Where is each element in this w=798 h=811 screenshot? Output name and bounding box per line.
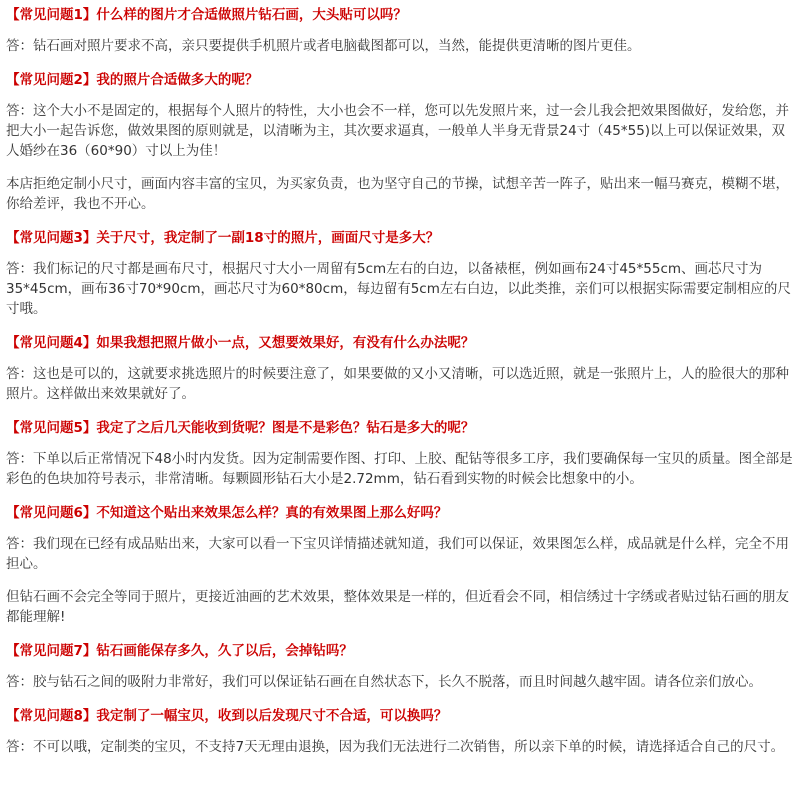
faq-question-text: 钻石画能保存多久，久了以后，会掉钻吗？ xyxy=(96,643,353,659)
faq-question-tag: 【常见问题2】 xyxy=(6,72,97,88)
faq-item-2 xyxy=(6,69,794,214)
faq-question-text: 关于尺寸，我定制了一副18寸的照片，画面尺寸是多大？ xyxy=(96,230,440,246)
faq-question xyxy=(6,417,794,439)
faq-list xyxy=(6,4,794,757)
faq-question xyxy=(6,332,794,354)
faq-question xyxy=(6,502,794,524)
faq-question-tag: 【常见问题5】 xyxy=(6,420,97,436)
faq-question xyxy=(6,4,794,26)
faq-answer: 答：胶与钻石之间的吸附力非常好，我们可以保证钻石画在自然状态下，长久不脱落，而且时间越久越牢固。请各位亲们放心。 xyxy=(6,674,762,690)
faq-item-3 xyxy=(6,227,794,319)
faq-question-tag: 【常见问题3】 xyxy=(6,230,97,246)
faq-item-1 xyxy=(6,4,794,56)
faq-item-7 xyxy=(6,640,794,692)
faq-question xyxy=(6,640,794,662)
faq-question xyxy=(6,69,794,91)
faq-answer: 答：我们现在已经有成品贴出来，大家可以看一下宝贝详情描述就知道，我们可以保证，效果图怎么样，成品就是什么样，完全不用担心。 xyxy=(6,536,789,572)
faq-question-tag: 【常见问题1】 xyxy=(6,7,97,23)
faq-question-text: 不知道这个贴出来效果怎么样？真的有效果图上那么好吗？ xyxy=(96,505,448,521)
faq-question-tag: 【常见问题8】 xyxy=(6,708,97,724)
faq-answer-note: 本店拒绝定制小尺寸，画面内容丰富的宝贝，为买家负责，也为坚守自己的节操，试想辛苦一阵子，贴出来一幅马赛克，模糊不堪，你给差评，我也不开心。 xyxy=(6,176,789,212)
faq-item-8 xyxy=(6,705,794,757)
faq-question xyxy=(6,227,794,249)
faq-question-text: 我定了之后几天能收到货呢？图是不是彩色？钻石是多大的呢？ xyxy=(96,420,475,436)
faq-answer: 答：不可以哦，定制类的宝贝，不支持7天无理由退换，因为我们无法进行二次销售，所以亲下单的时候，请选择适合自己的尺寸。 xyxy=(6,739,785,755)
faq-question-tag: 【常见问题7】 xyxy=(6,643,97,659)
faq-question-text: 如果我想把照片做小一点，又想要效果好，有没有什么办法呢？ xyxy=(96,335,475,351)
faq-answer: 答：钻石画对照片要求不高，亲只要提供手机照片或者电脑截图都可以，当然，能提供更清晰的图片更佳。 xyxy=(6,38,641,54)
faq-question-text: 我的照片合适做多大的呢？ xyxy=(96,72,259,88)
faq-question-tag: 【常见问题6】 xyxy=(6,505,97,521)
faq-question xyxy=(6,705,794,727)
faq-question-text: 我定制了一幅宝贝，收到以后发现尺寸不合适，可以换吗？ xyxy=(96,708,448,724)
faq-answer: 答：我们标记的尺寸都是画布尺寸，根据尺寸大小一周留有5cm左右的白边，以备裱框，例如画布24寸45*55cm、画芯尺寸为35*45cm，画布36寸70*90cm，画芯尺寸为60*80cm，每边留有5cm左右白边，以此类推，亲们可以根据实际需要定制相应的尺寸哦。 xyxy=(6,261,791,317)
faq-item-6 xyxy=(6,502,794,627)
faq-question-text: 什么样的图片才合适做照片钻石画，大头贴可以吗？ xyxy=(96,7,407,23)
faq-question-tag: 【常见问题4】 xyxy=(6,335,97,351)
faq-answer-note: 但钻石画不会完全等同于照片，更接近油画的艺术效果，整体效果是一样的，但近看会不同，相信绣过十字绣或者贴过钻石画的朋友都能理解! xyxy=(6,589,789,625)
faq-item-4 xyxy=(6,332,794,404)
faq-answer: 答：这也是可以的，这就要求挑选照片的时候要注意了，如果要做的又小又清晰，可以选近照，就是一张照片上，人的脸很大的那种照片。这样做出来效果就好了。 xyxy=(6,366,789,402)
faq-answer: 答：这个大小不是固定的，根据每个人照片的特性，大小也会不一样，您可以先发照片来，过一会儿我会把效果图做好，发给您，并把大小一起告诉您，做效果图的原则就是，以清晰为主，其次要求逼真，一般单人半身无背景24寸（45*55)以上可以保证效果，双人婚纱在36（60*90）寸以上为佳！ xyxy=(6,103,789,159)
faq-answer: 答：下单以后正常情况下48小时内发货。因为定制需要作图、打印、上胶、配钻等很多工序，我们要确保每一宝贝的质量。图全部是彩色的色块加符号表示，非常清晰。每颗圆形钻石大小是2.72mm，钻石看到实物的时候会比想象中的小。 xyxy=(6,451,793,487)
faq-item-5 xyxy=(6,417,794,489)
